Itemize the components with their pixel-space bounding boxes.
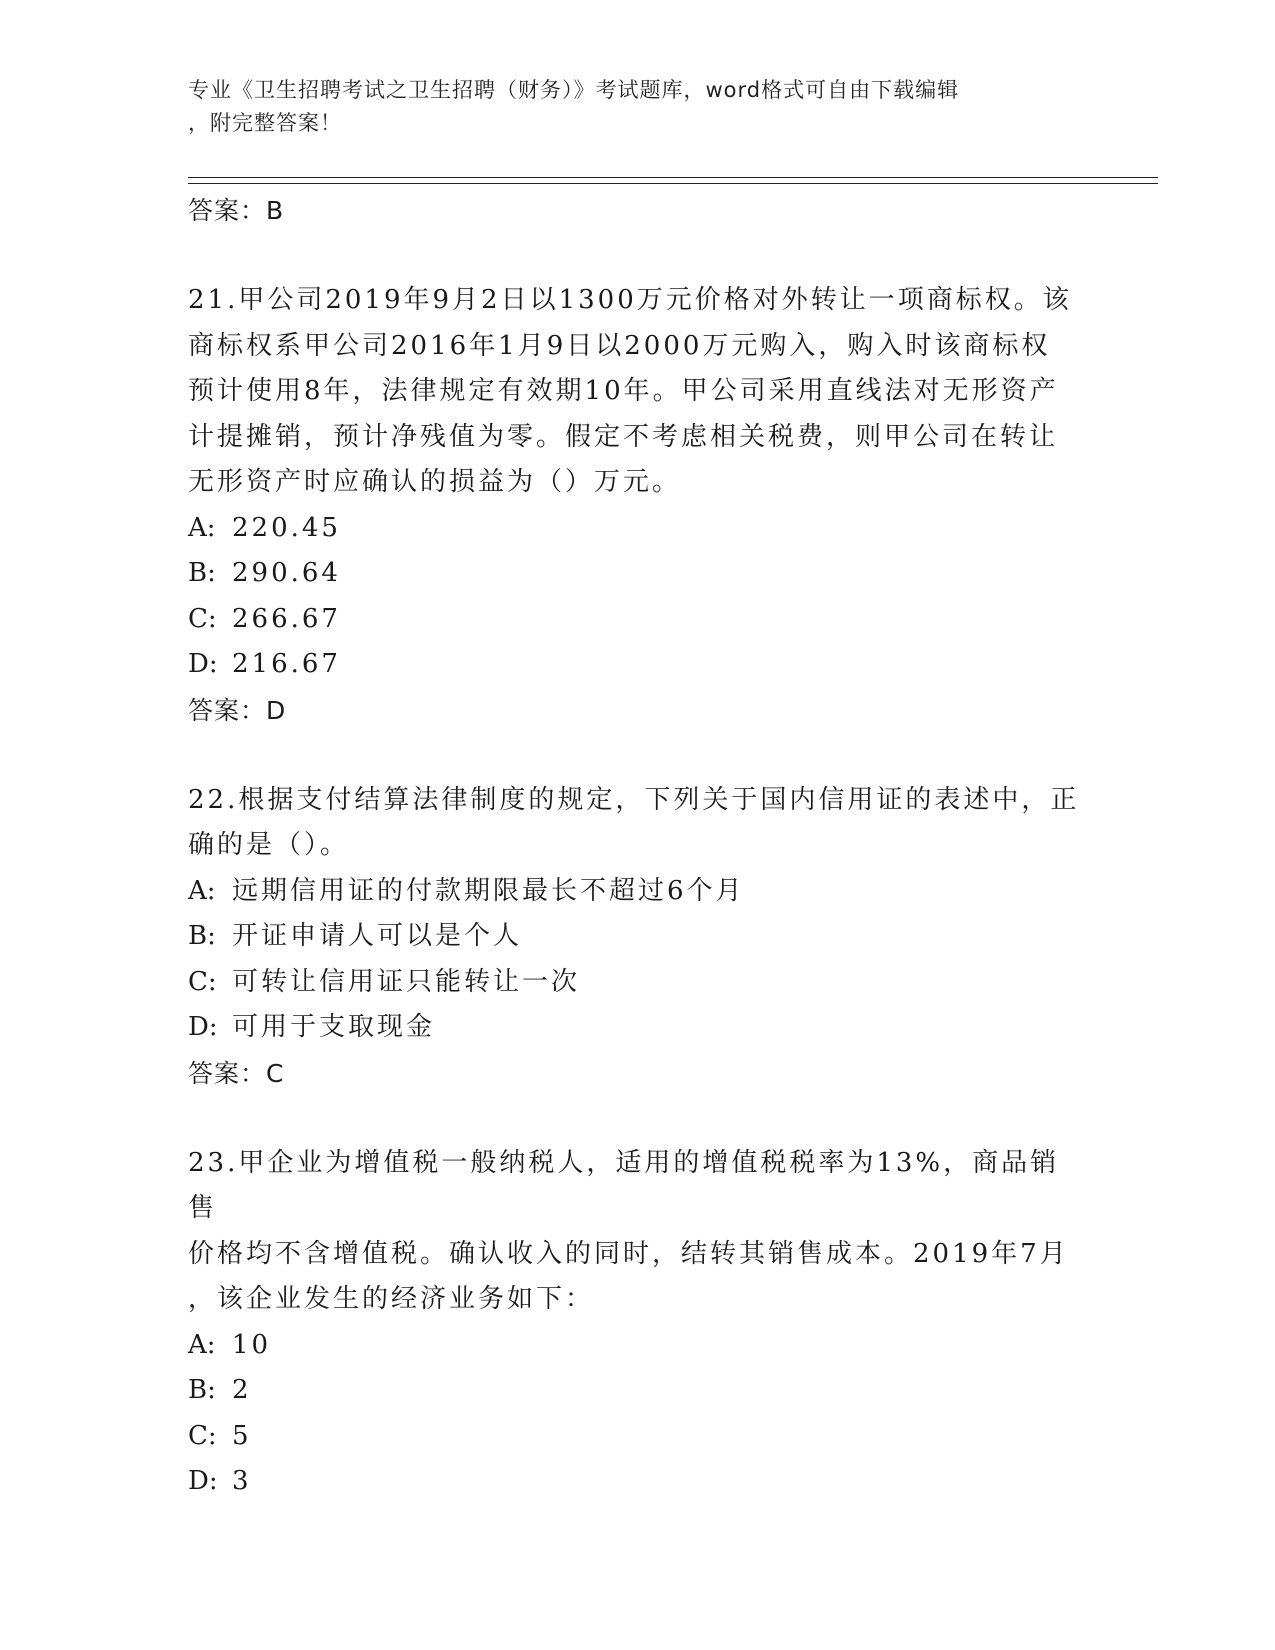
option-c	[188, 1414, 1088, 1460]
option-b	[188, 551, 1088, 597]
question-line: 无形资产时应确认的损益为（）万元。	[188, 467, 682, 497]
question-line: 23.甲企业为增值税一般纳税人，适用的增值税税率为13%，商品销售	[188, 1147, 1060, 1223]
option-label: A:	[188, 1329, 216, 1360]
option-label: D:	[188, 1012, 218, 1042]
header-line: 专业《卫生招聘考试之卫生招聘（财务）》考试题库，word格式可自由下载编辑	[188, 78, 960, 102]
option-d	[188, 1005, 1088, 1051]
option-label: B:	[188, 921, 216, 951]
option-text: 开证申请人可以是个人	[232, 921, 523, 951]
option-d	[188, 1459, 1088, 1505]
option-text: 290.64	[232, 558, 341, 588]
option-label: C:	[188, 1420, 217, 1451]
answer-line: 答案：D	[188, 695, 287, 725]
option-text: 5	[232, 1420, 252, 1451]
answer-line: 答案：C	[188, 1058, 285, 1088]
option-c	[188, 960, 1088, 1006]
option-label: D:	[188, 1466, 218, 1496]
option-text: 3	[232, 1466, 252, 1496]
option-label: B:	[188, 1375, 216, 1405]
option-label: D:	[188, 649, 218, 679]
question-line: 计提摊销，预计净残值为零。假定不考虑相关税费，则甲公司在转让	[188, 421, 1059, 452]
option-text: 可用于支取现金	[232, 1012, 436, 1042]
option-text: 10	[232, 1329, 272, 1360]
question-22	[188, 778, 1088, 1097]
option-label: A:	[188, 512, 216, 543]
question-line: 预计使用8年，法律规定有效期10年。甲公司采用直线法对无形资产	[188, 376, 1059, 406]
page-header	[188, 74, 1068, 140]
option-text: 远期信用证的付款期限最长不超过6个月	[232, 875, 745, 906]
option-label: C:	[188, 966, 217, 997]
option-a	[188, 869, 1088, 915]
question-line: 商标权系甲公司2016年1月9日以2000万元购入，购入时该商标权	[188, 330, 1051, 361]
option-a	[188, 506, 1088, 552]
question-text	[188, 778, 1088, 869]
option-text: 2	[232, 1375, 252, 1405]
option-text: 266.67	[232, 603, 341, 634]
question-line: 22.根据支付结算法律制度的规定，下列关于国内信用证的表述中，正	[188, 784, 1080, 815]
option-text: 220.45	[232, 512, 341, 543]
option-b	[188, 914, 1088, 960]
question-line: 确的是（）。	[188, 830, 350, 860]
question-text	[188, 278, 1088, 506]
option-d	[188, 642, 1088, 688]
option-c	[188, 597, 1088, 643]
header-line: ，附完整答案！	[188, 111, 342, 135]
question-list	[188, 188, 1088, 1505]
option-a	[188, 1323, 1088, 1369]
option-label: B:	[188, 558, 216, 588]
answer-line: 答案：B	[188, 196, 285, 225]
option-label: A:	[188, 875, 216, 906]
question-text	[188, 1141, 1088, 1323]
question-line: 价格均不含增值税。确认收入的同时，结转其销售成本。2019年7月	[188, 1238, 1069, 1269]
header-divider	[188, 177, 1158, 184]
option-b	[188, 1368, 1088, 1414]
option-label: C:	[188, 603, 217, 634]
question-21	[188, 278, 1088, 734]
option-text: 可转让信用证只能转让一次	[232, 966, 581, 997]
option-text: 216.67	[232, 649, 341, 679]
question-line: 21.甲公司2019年9月2日以1300万元价格对外转让一项商标权。该	[188, 285, 1072, 315]
question-23	[188, 1141, 1088, 1505]
question-line: ，该企业发生的经济业务如下：	[188, 1284, 595, 1314]
